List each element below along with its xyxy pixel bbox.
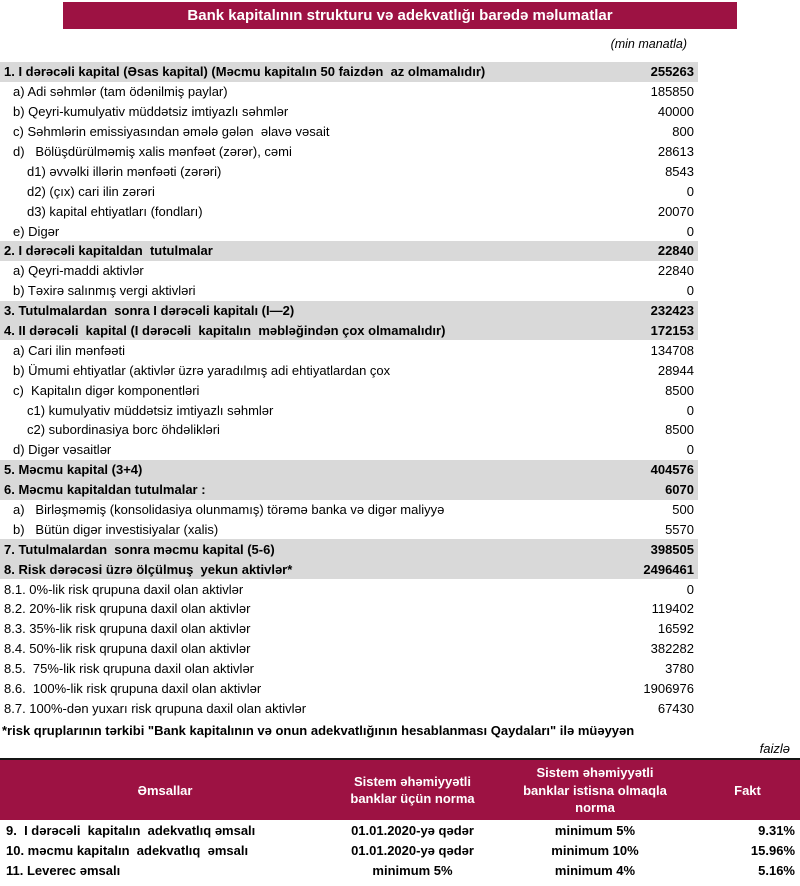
row-label: b) Ümumi ehtiyatlar (aktivlər üzrə yaradılmış adi ehtiyatlardan çox [13,362,391,378]
row-value: 119402 [651,601,694,617]
table-row [0,440,698,460]
row-value: 0 [686,223,694,239]
row-value: 398505 [650,541,694,557]
row-label: 8.2. 20%-lik risk qrupuna daxil olan aktivlər [4,601,251,617]
ratio-name: 9. I dərəcəli kapitalın adekvatlıq əmsalı [6,822,256,838]
header-norm-non-systemic: Sistem əhəmiyyətli banklar istisna olmaqla norma [523,765,667,816]
row-label: c) Səhmlərin emissiyasından əmələ gələn əlavə vəsait [13,124,330,140]
table-row [0,181,698,201]
table-row [0,619,698,639]
row-label: d) Digər vəsaitlər [13,442,112,458]
ratio-row [0,860,800,880]
table-row [0,102,698,122]
report-page [0,2,800,880]
table-row [0,122,698,142]
row-value: 185850 [650,84,694,100]
row-label: 8.3. 35%-lik risk qrupuna daxil olan aktivlər [4,621,251,637]
row-value: 0 [686,402,694,418]
table-row [0,321,698,341]
ratio-name: 11. Leverec əmsalı [6,862,121,878]
row-label: 8.5. 75%-lik risk qrupuna daxil olan aktivlər [4,661,255,677]
table-row [0,360,698,380]
row-value: 255263 [650,64,694,80]
row-value: 6070 [665,482,694,498]
row-label: b) Təxirə salınmış vergi aktivləri [13,283,196,299]
table-row [0,241,698,261]
ratio-row [0,820,800,840]
row-value: 0 [686,183,694,199]
row-label: 5. Məcmu kapital (3+4) [4,462,143,478]
ratios-table-header [0,760,800,820]
table-row [0,539,698,559]
ratios-table [0,758,800,880]
row-label: 6. Məcmu kapitaldan tutulmalar : [4,482,206,498]
row-label: d1) əvvəlki illərin mənfəəti (zərəri) [27,163,222,179]
row-value: 0 [686,442,694,458]
table-row [0,699,698,719]
table-row [0,599,698,619]
table-row [0,142,698,162]
row-value: 22840 [657,243,694,259]
row-label: 2. I dərəcəli kapitaldan tutulmalar [4,243,213,259]
table-row [0,281,698,301]
row-value: 382282 [650,641,694,657]
row-label: c) Kapitalın digər komponentləri [13,382,200,398]
row-value: 20070 [657,203,694,219]
row-value: 67430 [657,700,694,716]
table-row [0,679,698,699]
ratio-norm-non-systemic: minimum 5% [554,822,636,838]
ratio-name: 10. məcmu kapitalın adekvatlıq əmsalı [6,842,249,858]
table-row [0,261,698,281]
table-row [0,380,698,400]
row-label: 1. I dərəcəli kapital (Əsas kapital) (Məcmu kapitalın 50 faizdən az olmamalıdır) [4,64,486,80]
ratio-norm-systemic: 01.01.2020-yə qədər [351,822,474,838]
ratios-table-body [0,820,800,880]
table-row [0,500,698,520]
row-value: 3780 [665,661,694,677]
row-value: 1906976 [643,681,694,697]
table-row [0,301,698,321]
table-row [0,340,698,360]
row-label: 8.6. 100%-lik risk qrupuna daxil olan aktivlər [4,681,262,697]
risk-groups-footnote: *risk qruplarının tərkibi "Bank kapitalının və onun adekvatlığının hesablanması Qaydaları" ilə müəyyən [2,723,635,739]
row-label: 3. Tutulmalardan sonra I dərəcəli kapitalı (I—2) [4,303,295,319]
table-row [0,480,698,500]
ratio-norm-non-systemic: minimum 4% [554,862,636,878]
ratio-norm-systemic: minimum 5% [372,862,453,878]
table-row [0,400,698,420]
row-label: b) Qeyri-kumulyativ müddətsiz imtiyazlı səhmlər [13,104,289,120]
row-value: 172153 [650,323,694,339]
page-title: Bank kapitalının strukturu və adekvatlığı barədə məlumatlar [63,2,737,29]
row-value: 22840 [657,263,694,279]
table-row [0,559,698,579]
unit-note: (min manatla) [610,37,687,51]
table-row [0,62,698,82]
header-coefficients: Əmsallar [137,782,193,798]
row-label: a) Adi səhmlər (tam ödənilmiş paylar) [13,84,228,100]
table-row [0,161,698,181]
ratio-row [0,840,800,860]
row-value: 134708 [650,342,694,358]
row-label: d) Bölüşdürülməmiş xalis mənfəət (zərər), cəmi [13,144,292,159]
row-value: 8500 [665,422,694,438]
row-label: d3) kapital ehtiyatları (fondları) [27,203,203,219]
row-label: e) Digər [13,223,60,239]
header-fact: Fakt [734,782,761,798]
row-value: 8500 [665,382,694,398]
row-value: 232423 [650,303,694,319]
ratio-fact: 5.16% [758,862,795,878]
header-norm-systemic: Sistem əhəmiyyətli banklar üçün norma [350,773,475,807]
ratio-fact: 15.96% [750,842,795,858]
row-value: 28613 [657,144,694,159]
ratio-fact: 9.31% [758,822,795,838]
row-value: 40000 [657,104,694,120]
row-label: c1) kumulyativ müddətsiz imtiyazlı səhmlər [27,402,274,418]
row-label: 8. Risk dərəcəsi üzrə ölçülmuş yekun aktivlər* [4,561,293,577]
row-label: b) Bütün digər investisiyalar (xalis) [13,521,219,537]
row-label: c2) subordinasiya borc öhdəlikləri [27,422,220,438]
row-value: 0 [686,581,694,597]
table-row [0,519,698,539]
row-label: 8.7. 100%-dən yuxarı risk qrupuna daxil olan aktivlər [4,700,307,716]
percent-note: faizlə [759,741,790,757]
row-label: d2) (çıx) cari ilin zərəri [27,183,155,199]
row-label: 7. Tutulmalardan sonra məcmu kapital (5-6) [4,541,275,557]
row-value: 404576 [650,462,694,478]
row-value: 500 [672,502,694,518]
row-value: 28944 [657,362,694,378]
row-value: 0 [686,283,694,299]
table-row [0,201,698,221]
row-value: 8543 [665,163,694,179]
capital-table [0,62,698,718]
ratio-norm-systemic: 01.01.2020-yə qədər [351,842,474,858]
table-row [0,420,698,440]
row-value: 16592 [657,621,694,637]
table-row [0,579,698,599]
table-row [0,82,698,102]
row-label: 4. II dərəcəli kapital (I dərəcəli kapitalın məbləğindən çox olmamalıdır) [4,323,446,339]
row-value: 2496461 [643,561,694,577]
table-row [0,659,698,679]
table-row [0,460,698,480]
row-label: 8.1. 0%-lik risk qrupuna daxil olan aktivlər [4,581,244,597]
table-row [0,221,698,241]
row-label: a) Qeyri-maddi aktivlər [13,263,144,279]
row-value: 5570 [665,521,694,537]
row-label: 8.4. 50%-lik risk qrupuna daxil olan aktivlər [4,641,251,657]
table-row [0,639,698,659]
row-value: 800 [672,124,694,140]
row-label: a) Cari ilin mənfəəti [13,342,125,358]
row-label: a) Birləşməmiş (konsolidasiya olunmamış) törəmə banka və digər maliyyə [13,502,445,518]
ratio-norm-non-systemic: minimum 10% [551,842,639,858]
